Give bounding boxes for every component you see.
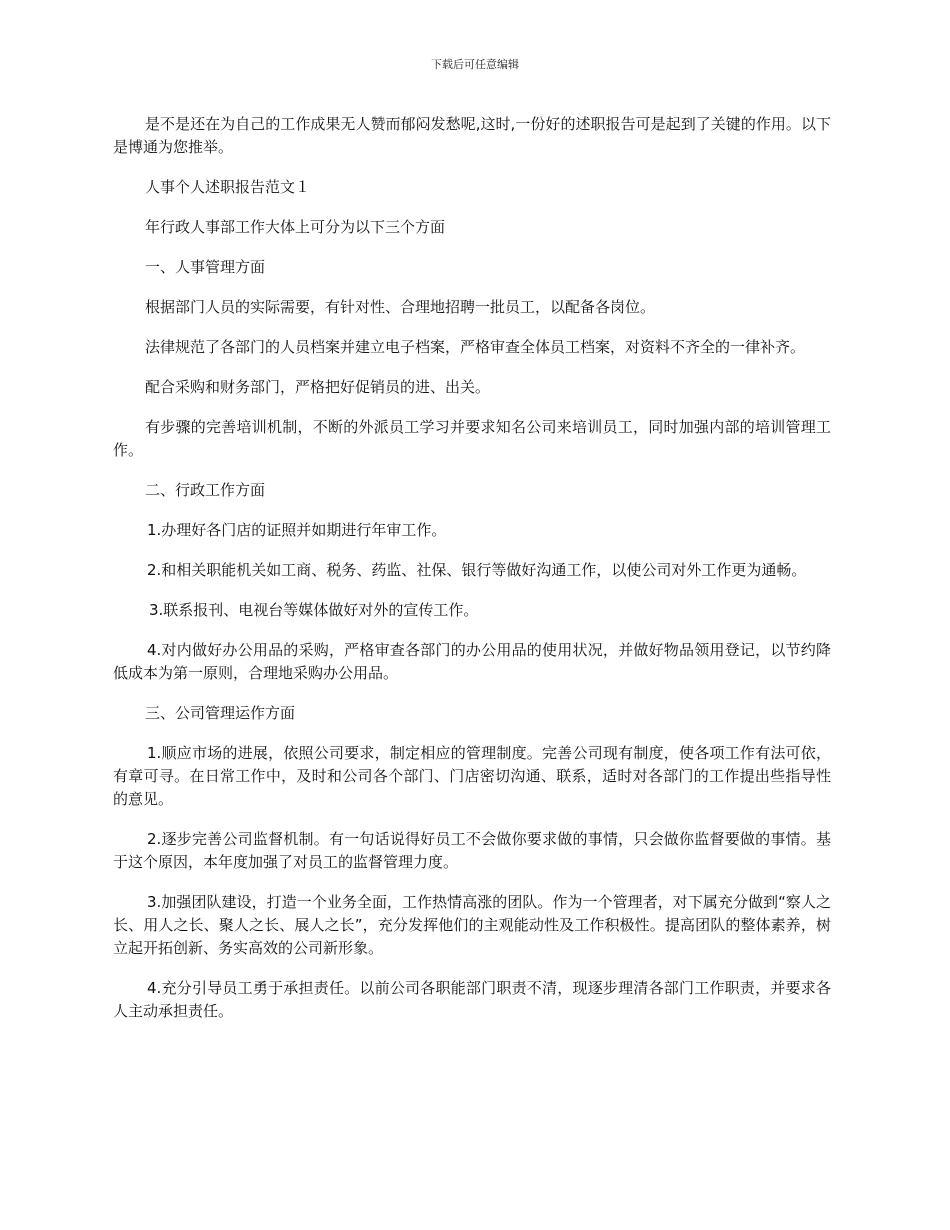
admin-item-2: 2.和相关职能机关如工商、税务、药监、社保、银行等做好沟通工作，以使公司对外工作更为通畅。: [147, 561, 807, 579]
hr-paragraph-training: 有步骤的完善培训机制，不断的外派员工学习并要求知名公司来培训员工，同时加强内部的培训管理工作。: [113, 418, 831, 459]
admin-item-3: 3.联系报刊、电视台等媒体做好对外的宣传工作。: [149, 601, 479, 619]
section-heading-admin: 二、行政工作方面: [145, 481, 266, 499]
management-item-1: 1.顺应市场的进展，依照公司要求，制定相应的管理制度。完善公司现有制度，使各项工作有法可依，有章可寻。在日常工作中，及时和公司各个部门、门店密切沟通、联系，适时对各部门的工作提出些指导性的意见。: [113, 744, 831, 808]
hr-paragraph-promoter: 配合采购和财务部门，严格把好促销员的进、出关。: [145, 378, 491, 396]
summary-paragraph: 年行政人事部工作大体上可分为以下三个方面: [145, 218, 446, 236]
hr-paragraph-recruit: 根据部门人员的实际需要，有针对性、合理地招聘一批员工，以配备各岗位。: [145, 298, 656, 316]
document-title: 人事个人述职报告范文１: [145, 178, 311, 196]
admin-item-4: 4.对内做好办公用品的采购，严格审查各部门的办公用品的使用状况，并做好物品领用登记，以节约降低成本为第一原则，合理地采购办公用品。: [113, 641, 831, 682]
management-item-2: 2.逐步完善公司监督机制。有一句话说得好员工不会做你要求做的事情，只会做你监督要做的事情。基于这个原因，本年度加强了对员工的监督管理力度。: [113, 830, 831, 871]
admin-item-1: 1.办理好各门店的证照并如期进行年审工作。: [147, 521, 447, 539]
document-body: [113, 113, 831, 1040]
management-item-3: 3.加强团队建设，打造一个业务全面，工作热情高涨的团队。作为一个管理者，对下属充分做到“察人之长、用人之长、聚人之长、展人之长”，充分发挥他们的主观能动性及工作积极性。提高团队的整体素养，树立起开拓创新、务实高效的公司新形象。: [113, 893, 831, 957]
management-item-4: 4.充分引导员工勇于承担责任。以前公司各职能部门职责不清，现逐步理清各部门工作职责，并要求各人主动承担责任。: [113, 979, 831, 1020]
section-heading-hr: 一、人事管理方面: [145, 258, 266, 276]
hr-paragraph-archive: 法律规范了各部门的人员档案并建立电子档案，严格审查全体员工档案，对资料不齐全的一律补齐。: [145, 338, 806, 356]
page-header: 下载后可任意编辑: [431, 58, 519, 71]
intro-paragraph: 是不是还在为自己的工作成果无人赞而郁闷发愁呢,这时,一份好的述职报告可是起到了关键的作用。以下是博通为您推举。: [113, 115, 831, 156]
section-heading-management: 三、公司管理运作方面: [145, 704, 296, 722]
